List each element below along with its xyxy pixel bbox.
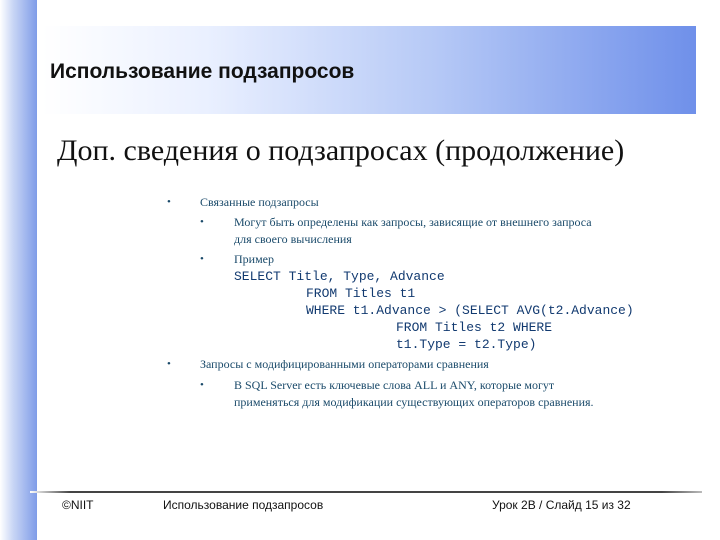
slide-subtitle: Доп. сведения о подзапросах (продолжение) [57,134,625,167]
bullet-text-line-1: Могут быть определены как запросы, зависящие от внешнего запроса [234,215,592,229]
bullet-dot-icon: • [200,379,204,391]
bullet-text-line-2: применяться для модификации существующих операторов сравнения. [234,395,594,409]
footer-copyright: ©NIIT [62,498,94,512]
bullet-modified-operators [167,356,489,373]
code-line-2: FROM Titles t1 [306,286,416,301]
bullet-dot-icon: • [167,196,171,208]
code-line-5: t1.Type = t2.Type) [396,337,537,352]
sub-bullet-all-any [200,377,594,411]
sub-bullet-example [200,251,275,268]
slide-header-title: Использование подзапросов [50,60,355,83]
sub-bullet-definition [200,214,592,248]
bullet-text: Запросы с модифицированными операторами сравнения [200,357,489,371]
bullet-dot-icon: • [167,358,171,370]
bullet-text-line-2: для своего вычисления [234,232,352,246]
footer-slide-info: Урок 2В / Слайд 15 из 32 [492,498,631,512]
footer-divider [30,491,702,493]
code-line-4: FROM Titles t2 WHERE [396,320,553,335]
example-label: Пример [234,252,275,266]
code-line-1: SELECT Title, Type, Advance [234,269,445,284]
footer-topic: Использование подзапросов [163,498,324,512]
bullet-text-line-1: В SQL Server есть ключевые слова ALL и ANY, которые могут [234,378,555,392]
bullet-dot-icon: • [200,253,204,265]
bullet-correlated-subqueries [167,194,319,211]
code-line-3: WHERE t1.Advance > (SELECT AVG(t2.Advance) [306,303,634,318]
bullet-dot-icon: • [200,216,204,228]
bullet-text: Связанные подзапросы [200,195,319,209]
